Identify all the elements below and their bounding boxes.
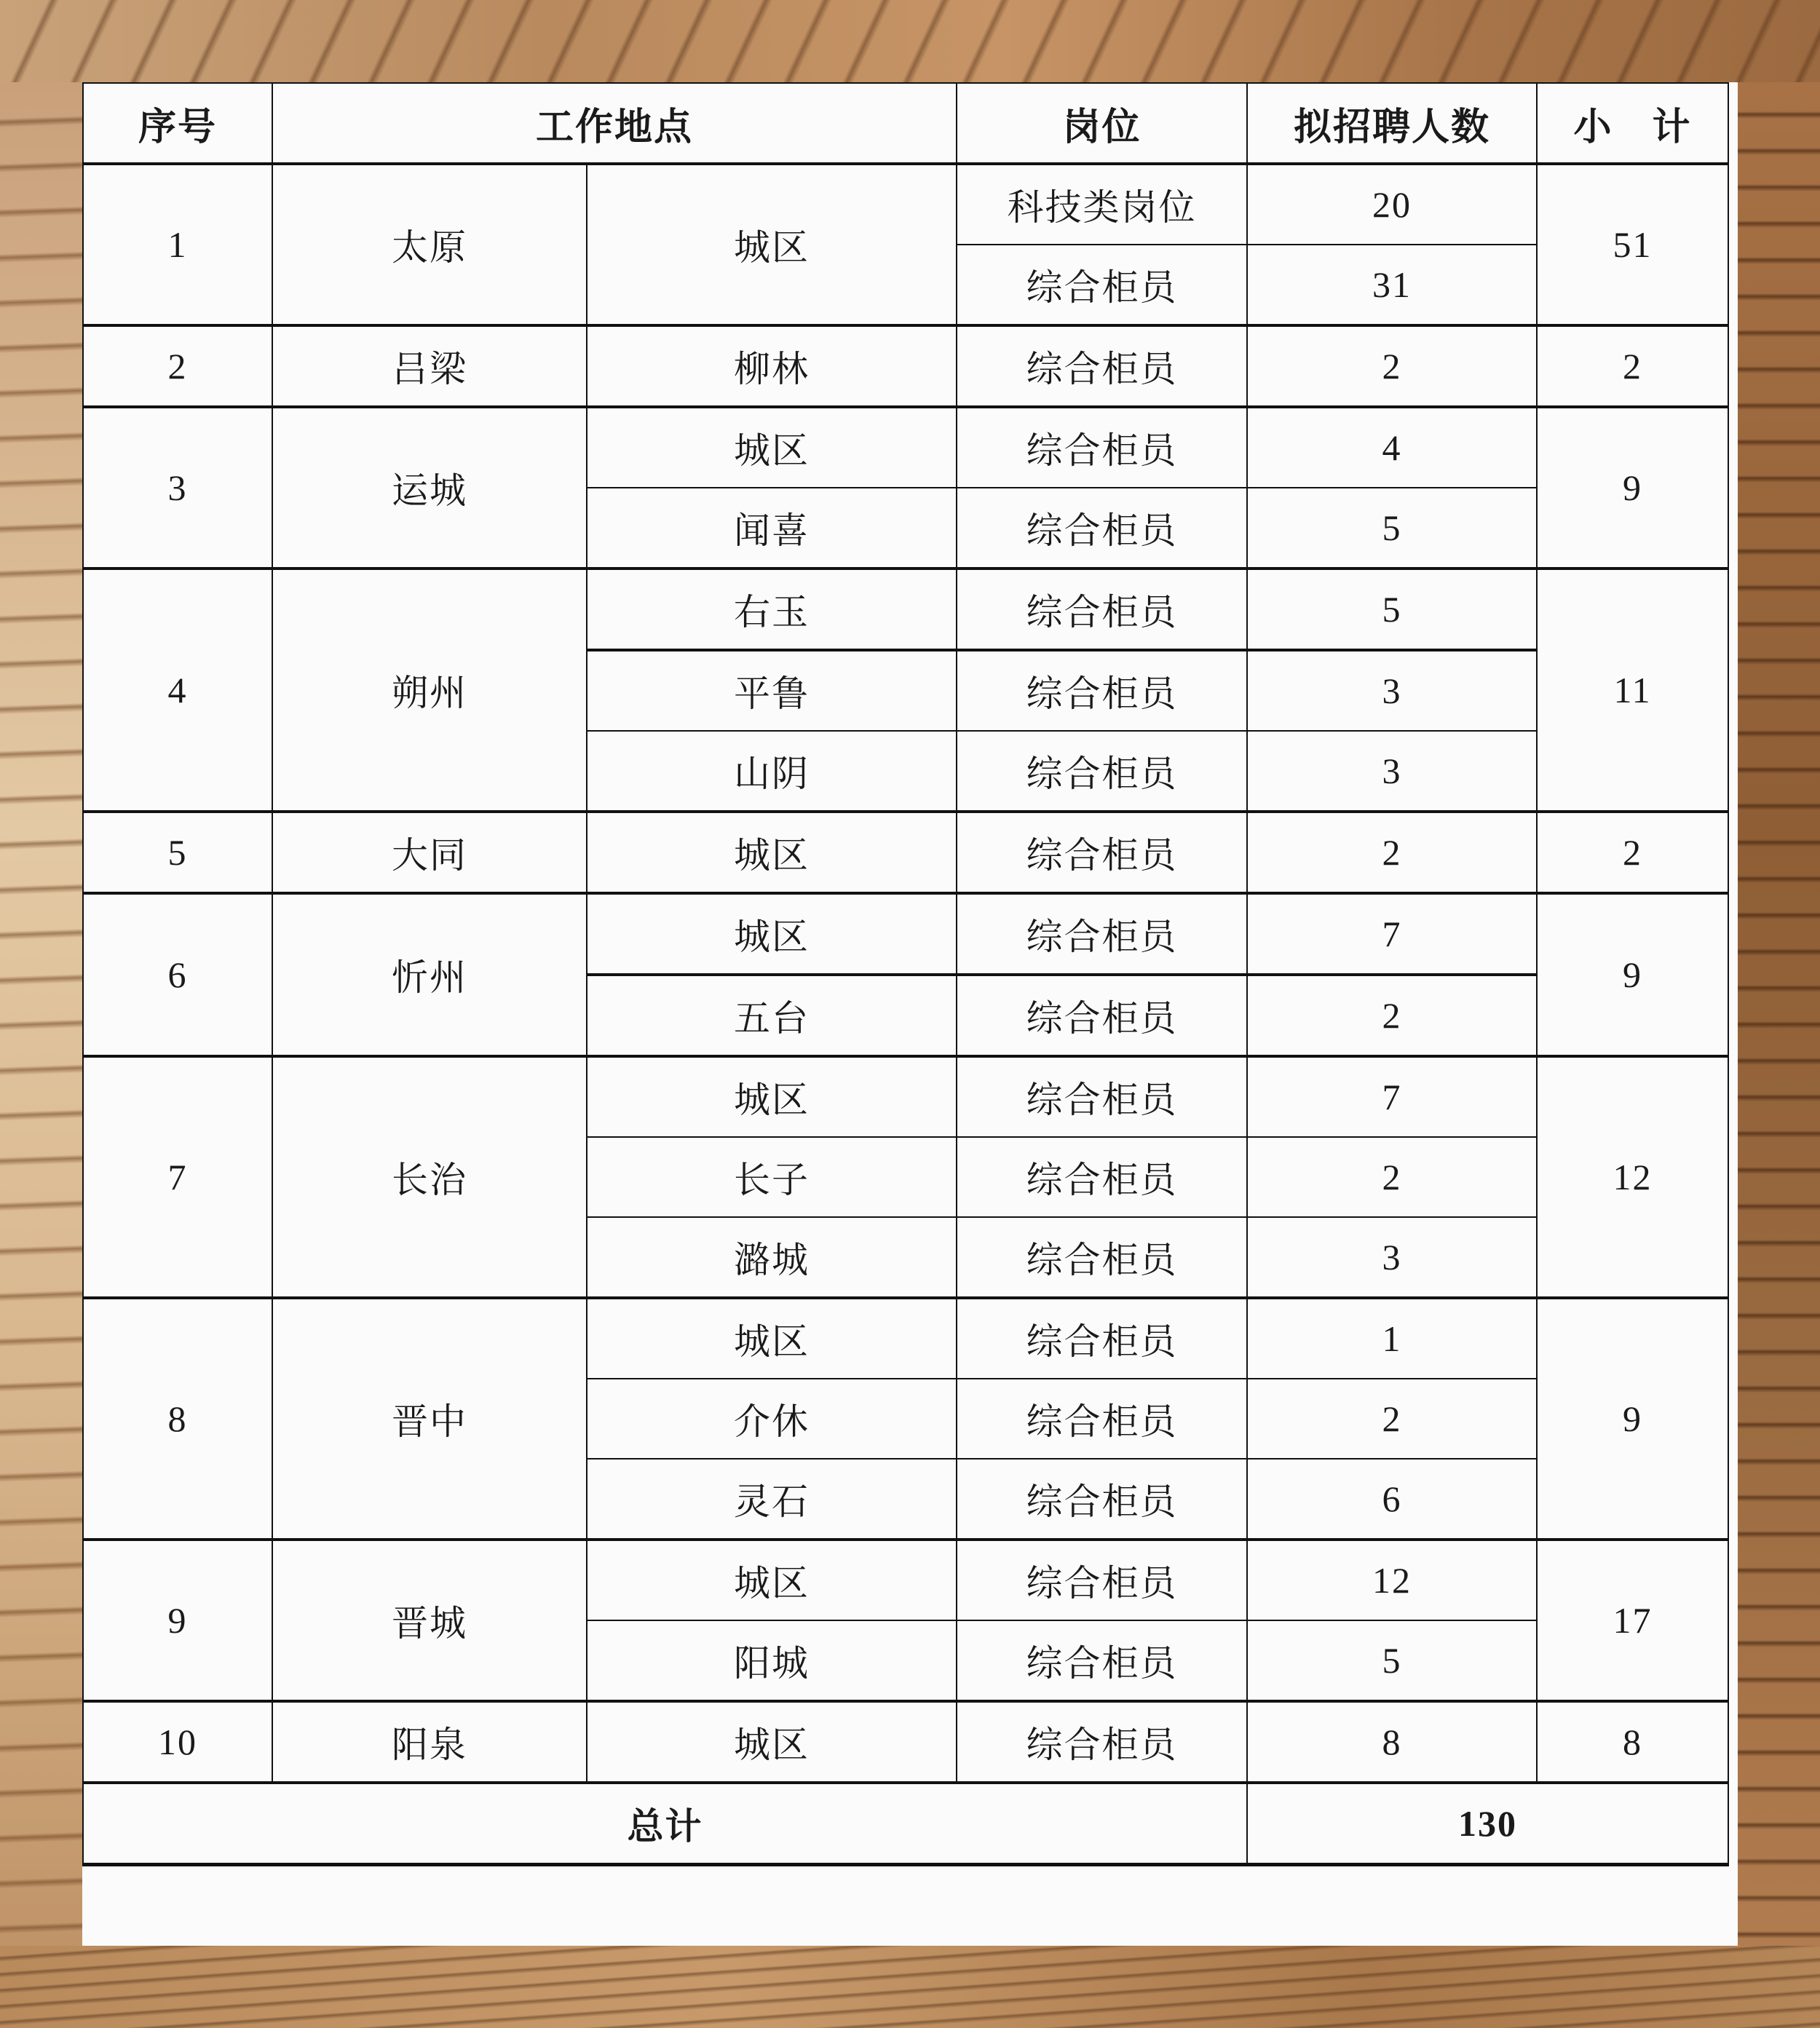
cell-district: 柳林 (587, 325, 957, 407)
cell-district: 平鲁 (587, 650, 957, 731)
cell-district: 城区 (587, 164, 957, 325)
cell-position: 综合柜员 (957, 325, 1247, 407)
cell-district: 城区 (587, 812, 957, 893)
cell-index: 5 (83, 812, 272, 893)
cell-city: 晋中 (272, 1298, 587, 1540)
header-subtotal: 小 计 (1537, 83, 1728, 164)
cell-index: 1 (83, 164, 272, 325)
cell-subtotal: 2 (1537, 812, 1728, 893)
cell-position: 综合柜员 (957, 569, 1247, 650)
cell-district: 潞城 (587, 1217, 957, 1298)
cell-count: 5 (1247, 1620, 1537, 1701)
cell-position: 综合柜员 (957, 1620, 1247, 1701)
cell-position: 综合柜员 (957, 1379, 1247, 1459)
wood-background-left (0, 82, 82, 1946)
cell-district: 城区 (587, 407, 957, 488)
cell-index: 9 (83, 1540, 272, 1701)
cell-index: 8 (83, 1298, 272, 1540)
cell-city: 晋城 (272, 1540, 587, 1701)
table-row (83, 325, 1728, 407)
cell-count: 8 (1247, 1701, 1537, 1783)
header-row (83, 83, 1728, 164)
cell-subtotal: 51 (1537, 164, 1728, 325)
table-row (83, 569, 1728, 650)
header-planned-hires: 拟招聘人数 (1247, 83, 1537, 164)
cell-position: 综合柜员 (957, 650, 1247, 731)
cell-position: 综合柜员 (957, 1459, 1247, 1540)
cell-position: 综合柜员 (957, 812, 1247, 893)
cell-subtotal: 11 (1537, 569, 1728, 812)
table-row (83, 407, 1728, 488)
cell-district: 山阴 (587, 731, 957, 812)
cell-position: 综合柜员 (957, 1298, 1247, 1379)
cell-subtotal: 17 (1537, 1540, 1728, 1701)
cell-position: 综合柜员 (957, 1056, 1247, 1137)
cell-count: 6 (1247, 1459, 1537, 1540)
header-location: 工作地点 (272, 83, 957, 164)
cell-index: 10 (83, 1701, 272, 1783)
cell-district: 右玉 (587, 569, 957, 650)
cell-subtotal: 9 (1537, 407, 1728, 569)
cell-position: 科技类岗位 (957, 164, 1247, 245)
cell-city: 大同 (272, 812, 587, 893)
table-row (83, 893, 1728, 975)
header-index: 序号 (83, 83, 272, 164)
cell-count: 4 (1247, 407, 1537, 488)
cell-count: 2 (1247, 1379, 1537, 1459)
cell-count: 5 (1247, 488, 1537, 569)
wood-background-right (1738, 82, 1820, 1946)
cell-count: 3 (1247, 650, 1537, 731)
cell-city: 太原 (272, 164, 587, 325)
cell-position: 综合柜员 (957, 731, 1247, 812)
cell-position: 综合柜员 (957, 488, 1247, 569)
cell-district: 城区 (587, 1701, 957, 1783)
cell-district: 五台 (587, 975, 957, 1056)
cell-count: 2 (1247, 1137, 1537, 1217)
cell-index: 3 (83, 407, 272, 569)
total-row (83, 1783, 1728, 1865)
cell-district: 城区 (587, 1298, 957, 1379)
cell-city: 朔州 (272, 569, 587, 812)
total-label: 总计 (83, 1783, 1247, 1865)
table-row (83, 812, 1728, 893)
cell-district: 介休 (587, 1379, 957, 1459)
cell-count: 1 (1247, 1298, 1537, 1379)
cell-count: 20 (1247, 164, 1537, 245)
cell-city: 长治 (272, 1056, 587, 1298)
header-position: 岗位 (957, 83, 1247, 164)
cell-district: 城区 (587, 1056, 957, 1137)
cell-index: 7 (83, 1056, 272, 1298)
cell-count: 3 (1247, 1217, 1537, 1298)
wood-background-bottom (0, 1946, 1820, 2028)
cell-subtotal: 2 (1537, 325, 1728, 407)
cell-position: 综合柜员 (957, 893, 1247, 975)
total-value: 130 (1247, 1783, 1728, 1865)
table-row (83, 1298, 1728, 1379)
cell-city: 阳泉 (272, 1701, 587, 1783)
wood-background-top (0, 0, 1820, 82)
cell-city: 吕梁 (272, 325, 587, 407)
cell-count: 2 (1247, 975, 1537, 1056)
cell-position: 综合柜员 (957, 1217, 1247, 1298)
cell-subtotal: 9 (1537, 1298, 1728, 1540)
cell-index: 2 (83, 325, 272, 407)
cell-district: 闻喜 (587, 488, 957, 569)
table-row (83, 164, 1728, 245)
cell-district: 城区 (587, 893, 957, 975)
cell-district: 灵石 (587, 1459, 957, 1540)
cell-city: 忻州 (272, 893, 587, 1056)
cell-index: 4 (83, 569, 272, 812)
table-row (83, 1056, 1728, 1137)
cell-position: 综合柜员 (957, 975, 1247, 1056)
cell-count: 7 (1247, 1056, 1537, 1137)
cell-subtotal: 9 (1537, 893, 1728, 1056)
cell-subtotal: 8 (1537, 1701, 1728, 1783)
cell-position: 综合柜员 (957, 1701, 1247, 1783)
cell-district: 长子 (587, 1137, 957, 1217)
cell-count: 2 (1247, 325, 1537, 407)
cell-subtotal: 12 (1537, 1056, 1728, 1298)
cell-district: 阳城 (587, 1620, 957, 1701)
cell-city: 运城 (272, 407, 587, 569)
cell-count: 12 (1247, 1540, 1537, 1620)
cell-count: 7 (1247, 893, 1537, 975)
cell-count: 3 (1247, 731, 1537, 812)
cell-count: 5 (1247, 569, 1537, 650)
table-row (83, 1540, 1728, 1620)
cell-position: 综合柜员 (957, 245, 1247, 325)
cell-count: 2 (1247, 812, 1537, 893)
cell-district: 城区 (587, 1540, 957, 1620)
recruitment-table (82, 82, 1729, 1866)
table-row (83, 1701, 1728, 1783)
cell-count: 31 (1247, 245, 1537, 325)
cell-index: 6 (83, 893, 272, 1056)
cell-position: 综合柜员 (957, 407, 1247, 488)
cell-position: 综合柜员 (957, 1137, 1247, 1217)
cell-position: 综合柜员 (957, 1540, 1247, 1620)
